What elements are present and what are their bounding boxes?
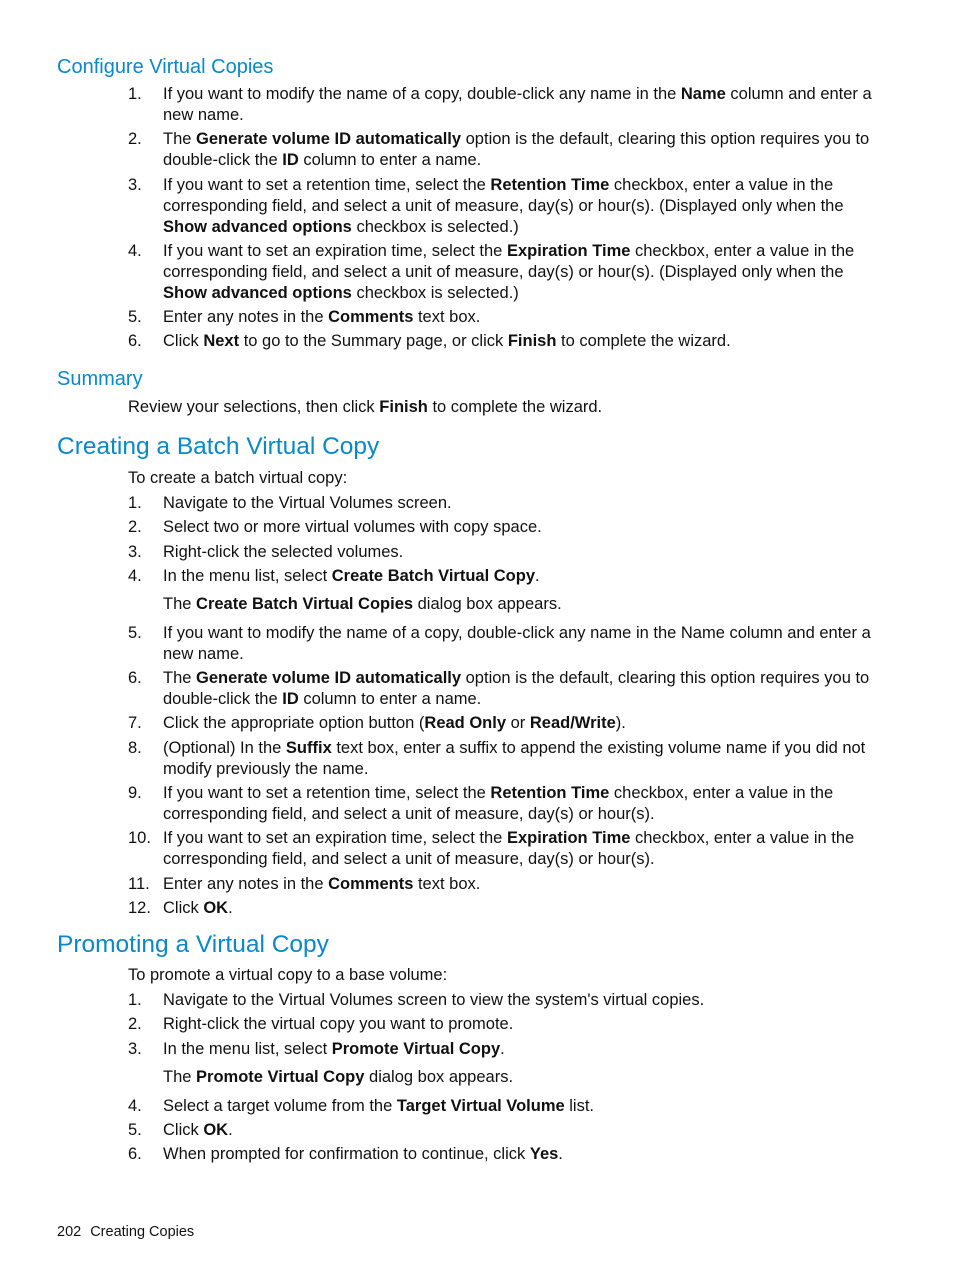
text-run: or [506,714,530,733]
bold-term: Comments [328,308,414,327]
list-item [0,517,954,538]
list-item [0,331,954,352]
text-run: In the menu list, select [163,566,332,585]
text-run: Navigate to the Virtual Volumes screen. [163,494,452,512]
text-run: Select a target volume from the [163,1096,397,1115]
step-text [163,1097,594,1115]
text-run: checkbox, enter a value in the corresponding field, and select a unit of measure, day(s) or hour(s). [163,829,855,869]
step-number: 12. [128,898,151,917]
text-run: The [163,1067,197,1086]
bold-term: Read Only [424,714,507,733]
step-text [163,494,452,512]
bold-term: Show advanced options [163,217,352,236]
bold-term: OK [203,1120,229,1139]
text-run: Enter any notes in the [163,308,329,327]
step-number: 6. [128,669,142,688]
list-item [0,84,954,126]
bold-term: Generate volume ID automatically [196,130,462,149]
step-number: 4. [128,1096,142,1115]
text-run: text box. [413,874,481,893]
text-run: . [535,566,540,585]
bold-term: Expiration Time [506,241,631,260]
step-number: 3. [128,542,142,561]
list-item [0,713,954,734]
batch-intro: To create a batch virtual copy: [128,469,348,487]
bold-term: Suffix [285,738,332,757]
step-number: 5. [128,623,142,642]
bold-term: Retention Time [490,784,610,803]
text-run: If you want to set a retention time, select the [163,175,491,194]
list-item [0,738,954,780]
text-run: Review your selections, then click [128,398,380,416]
step-number: 10. [128,829,151,848]
step-number: 4. [128,566,142,585]
bold-term: Read/Write [529,714,616,733]
step-text [163,1145,563,1163]
text-run: column to enter a name. [298,690,482,709]
step-number: 3. [128,175,142,194]
step-number: 2. [128,1015,142,1034]
step-number: 2. [128,130,142,149]
text-run: ). [615,714,626,733]
text-run: checkbox is selected.) [351,283,519,302]
step-number: 5. [128,308,142,327]
step-text [163,130,869,169]
promote-steps [0,990,954,1168]
list-item [0,1144,954,1165]
bold-term: Generate volume ID automatically [196,669,462,688]
step-text [163,1121,233,1139]
text-run: If you want to set an expiration time, select the [163,241,507,260]
bold-term: Target Virtual Volume [396,1096,565,1115]
list-item [0,783,954,825]
batch-heading: Creating a Batch Virtual Copy [57,433,380,460]
configure-heading: Configure Virtual Copies [57,56,274,78]
text-run: The [163,594,197,613]
bold-term: Yes [529,1145,559,1164]
text-run: . [228,1120,233,1139]
text-run: If you want to modify the name of a copy, double-click any name in the [163,85,681,103]
list-item [0,1096,954,1117]
text-run: The [163,130,197,149]
text-run: option is the default, clearing this option requires you to double-click the [163,669,870,709]
bold-term: Next [203,332,240,351]
batch-steps [0,493,954,922]
text-run: checkbox is selected.) [351,217,519,236]
text-run: If you want to modify the name of a copy, double-click any name in the Name column and enter a new name. [163,623,871,663]
text-run: If you want to set a retention time, select the [163,784,491,803]
list-item [0,129,954,171]
summary-text [128,397,888,418]
list-item [0,566,954,615]
text-run: to complete the wizard. [556,332,731,351]
text-run: Click [163,332,204,351]
chapter-title: Creating Copies [90,1224,195,1240]
list-item [0,623,954,665]
step-note [163,594,874,615]
list-item [0,874,954,895]
text-run: to go to the Summary page, or click [239,332,508,351]
text-run: to complete the wizard. [427,398,603,416]
text-run: In the menu list, select [163,1039,332,1058]
configure-steps [0,84,954,356]
text-run: . [500,1039,505,1058]
list-item [0,307,954,328]
bold-term: OK [203,898,229,917]
step-number: 9. [128,784,142,803]
step-text [163,714,626,732]
step-number: 3. [128,1039,142,1058]
step-text [163,518,542,536]
bold-term: Retention Time [490,175,610,194]
text-run: . [558,1145,563,1164]
bold-term: Comments [328,874,414,893]
step-text [163,567,540,585]
step-text [163,875,480,893]
step-text [163,1015,513,1033]
list-item [0,990,954,1011]
bold-term: Name [680,85,726,103]
bold-term: Expiration Time [506,829,631,848]
step-note [163,1067,874,1088]
text-run: text box, enter a suffix to append the existing volume name if you did not modify previously the name. [163,738,866,778]
text-run: When prompted for confirmation to continue, click [163,1145,530,1164]
text-run: checkbox, enter a value in the corresponding field, and select a unit of measure, day(s) or hour(s). [163,784,834,824]
step-text [163,739,865,778]
bold-term: Promote Virtual Copy [331,1039,501,1058]
step-text [163,85,872,124]
step-text [163,242,854,302]
text-run: column to enter a name. [298,151,482,170]
text-run: Click [163,1120,204,1139]
text-run: Right-click the virtual copy you want to promote. [163,1015,514,1034]
step-text [163,991,704,1009]
text-run: Right-click the selected volumes. [163,542,404,561]
text-run: . [228,898,233,917]
text-run: list. [564,1096,595,1115]
promote-heading: Promoting a Virtual Copy [57,931,329,958]
bold-term: Create Batch Virtual Copies [196,594,414,613]
text-run: Click [163,898,204,917]
step-text [163,332,731,350]
list-item [0,898,954,919]
step-number: 11. [128,874,150,893]
step-text [163,784,833,823]
text-run: dialog box appears. [364,1067,514,1086]
list-item [0,1039,954,1088]
bold-term: Create Batch Virtual Copy [331,566,536,585]
summary-heading: Summary [57,368,143,390]
text-run: column and enter a new name. [163,85,872,124]
step-number: 6. [128,332,142,351]
promote-intro: To promote a virtual copy to a base volume: [128,966,448,984]
step-number: 1. [128,991,142,1009]
text-run: Click the appropriate option button ( [163,714,425,733]
step-text [163,829,854,868]
step-text [163,176,844,236]
list-item [0,1120,954,1141]
text-run: Navigate to the Virtual Volumes screen to view the system's virtual copies. [163,991,705,1009]
step-number: 6. [128,1145,142,1164]
text-run: dialog box appears. [413,594,562,613]
page-number: 202 [57,1224,82,1240]
bold-term: ID [282,151,299,170]
bold-term: Show advanced options [163,283,352,302]
text-run: If you want to set an expiration time, select the [163,829,507,848]
bold-term: Promote Virtual Copy [196,1067,365,1086]
list-item [0,175,954,238]
list-item [0,828,954,870]
text-run: checkbox, enter a value in the corresponding field, and select a unit of measure, day(s) or hour(s). (Displayed only when the [163,175,844,215]
step-text [163,308,480,326]
step-text [163,1040,505,1058]
list-item [0,1014,954,1035]
step-number: 1. [128,85,142,103]
text-run: option is the default, clearing this option requires you to double-click the [163,130,870,170]
text-run: text box. [413,308,481,327]
list-item [0,493,954,514]
list-item [0,668,954,710]
text-run: The [163,669,197,688]
step-text [163,899,233,917]
step-number: 7. [128,714,142,733]
bold-term: Finish [507,332,557,351]
step-text [163,624,871,663]
text-run: checkbox, enter a value in the corresponding field, and select a unit of measure, day(s) or hour(s). (Displayed only when the [163,241,855,281]
step-text [163,669,869,708]
text-run: Select two or more virtual volumes with copy space. [163,518,542,537]
step-text [163,543,403,561]
bold-term: ID [282,690,299,709]
step-number: 1. [128,494,142,512]
list-item [0,241,954,304]
step-number: 2. [128,518,142,537]
step-number: 8. [128,738,142,757]
text-run: (Optional) In the [163,738,286,757]
bold-term: Finish [379,398,428,416]
step-number: 5. [128,1120,142,1139]
page-footer [57,1222,194,1242]
text-run: Enter any notes in the [163,874,329,893]
step-number: 4. [128,241,142,260]
list-item [0,542,954,563]
